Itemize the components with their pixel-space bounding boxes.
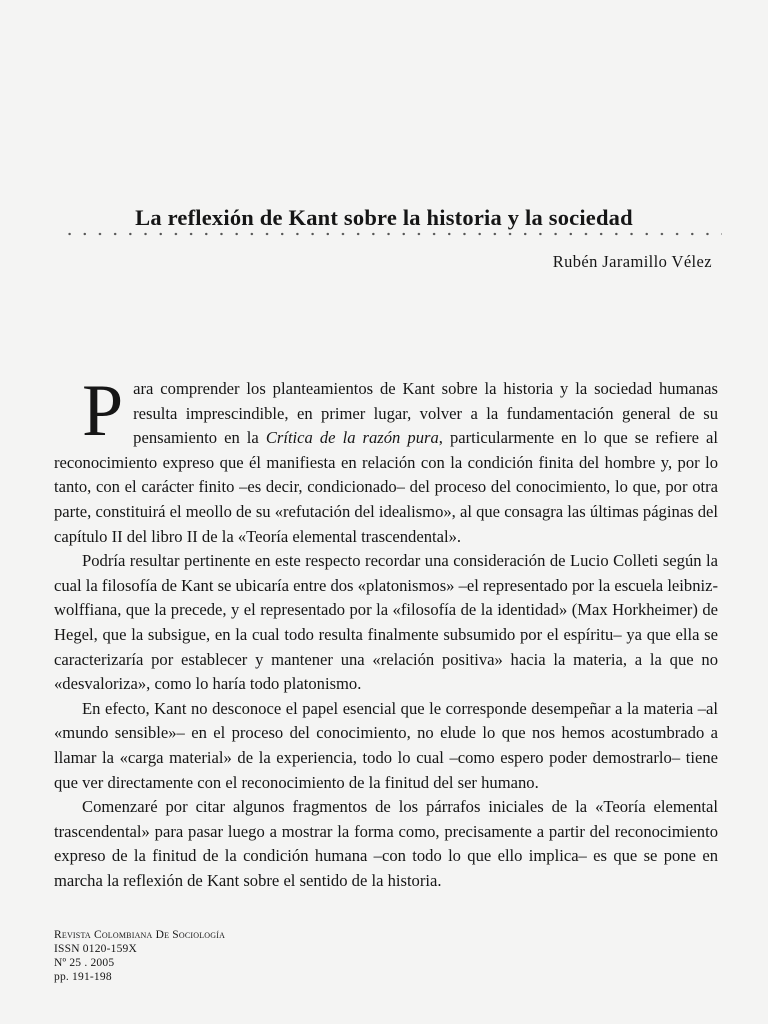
paragraph-1-text-a: ara comprender los planteamientos de Kant sobre la historia y la sociedad humanas resulta imprescindible, en primer lugar, volver a la fundamentación general de su pensamiento en la	[133, 379, 718, 448]
journal-issue: Nº 25 . 2005	[54, 957, 115, 969]
paragraph-3: En efecto, Kant no desconoce el papel esencial que le corresponde desempeñar a la materia –al «mundo sensible»– en el proceso del conocimiento, no elude lo que nos hemos acostumbrado a llamar la «carga material» de la experiencia, todo lo cual –como espero poder demostrarlo– tiene que ver directamente con el reconocimiento de la finitud del ser humano.	[54, 698, 718, 792]
paragraph-1	[54, 370, 719, 549]
paragraph-4: Comenzaré por citar algunos fragmentos de los párrafos iniciales de la «Teoría elemental trascendental» para pasar luego a mostrar la forma como, precisamente a partir del reconocimiento expreso de la finitud de la condición humana –con todo lo que ello implica– es que se pone en marcha la reflexión de Kant sobre el sentido de la historia.	[54, 797, 718, 890]
journal-pages: pp. 191-198	[54, 971, 112, 983]
drop-cap: P	[82, 370, 124, 452]
journal-footer	[54, 928, 225, 984]
journal-name: Revista Colombiana De Sociología	[54, 929, 226, 941]
dotted-rule	[62, 232, 722, 236]
paragraph-1-text-b: , particularmente en lo que se refiere al reconocimiento expreso que él manifiesta en relación con la condición finita del hombre y, por lo tanto, con el carácter finito –es decir, condicionado– del proceso del conocimiento, lo que, por otra parte, constituirá el meollo de su «refutación del idealismo», al que consagra las últimas páginas del capítulo II del libro II de la «Teoría elemental trascendental».	[54, 428, 719, 546]
book-title-italic: Crítica de la razón pura	[265, 428, 439, 448]
journal-issn: ISSN 0120-159X	[54, 943, 137, 955]
paragraph-2: Podría resultar pertinente en este respecto recordar una consideración de Lucio Colleti según la cual la filosofía de Kant se ubicaría entre dos «platonismos» –el representado por la escuela leibniz-wolffiana, que la precede, y el representado por la «filosofía de la identidad» (Max Horkheimer) de Hegel, que la subsigue, en la cual todo resulta finalmente subsumido por el espíritu– ya que ella se caracterizaría por establecer y mantener una «relación positiva» hacia la materia, a la que no «desvaloriza», como lo haría todo platonismo.	[54, 551, 718, 694]
article-title: La reflexión de Kant sobre la historia y la sociedad	[135, 205, 633, 230]
article-author: Rubén Jaramillo Vélez	[552, 252, 712, 271]
article-body	[54, 370, 719, 893]
